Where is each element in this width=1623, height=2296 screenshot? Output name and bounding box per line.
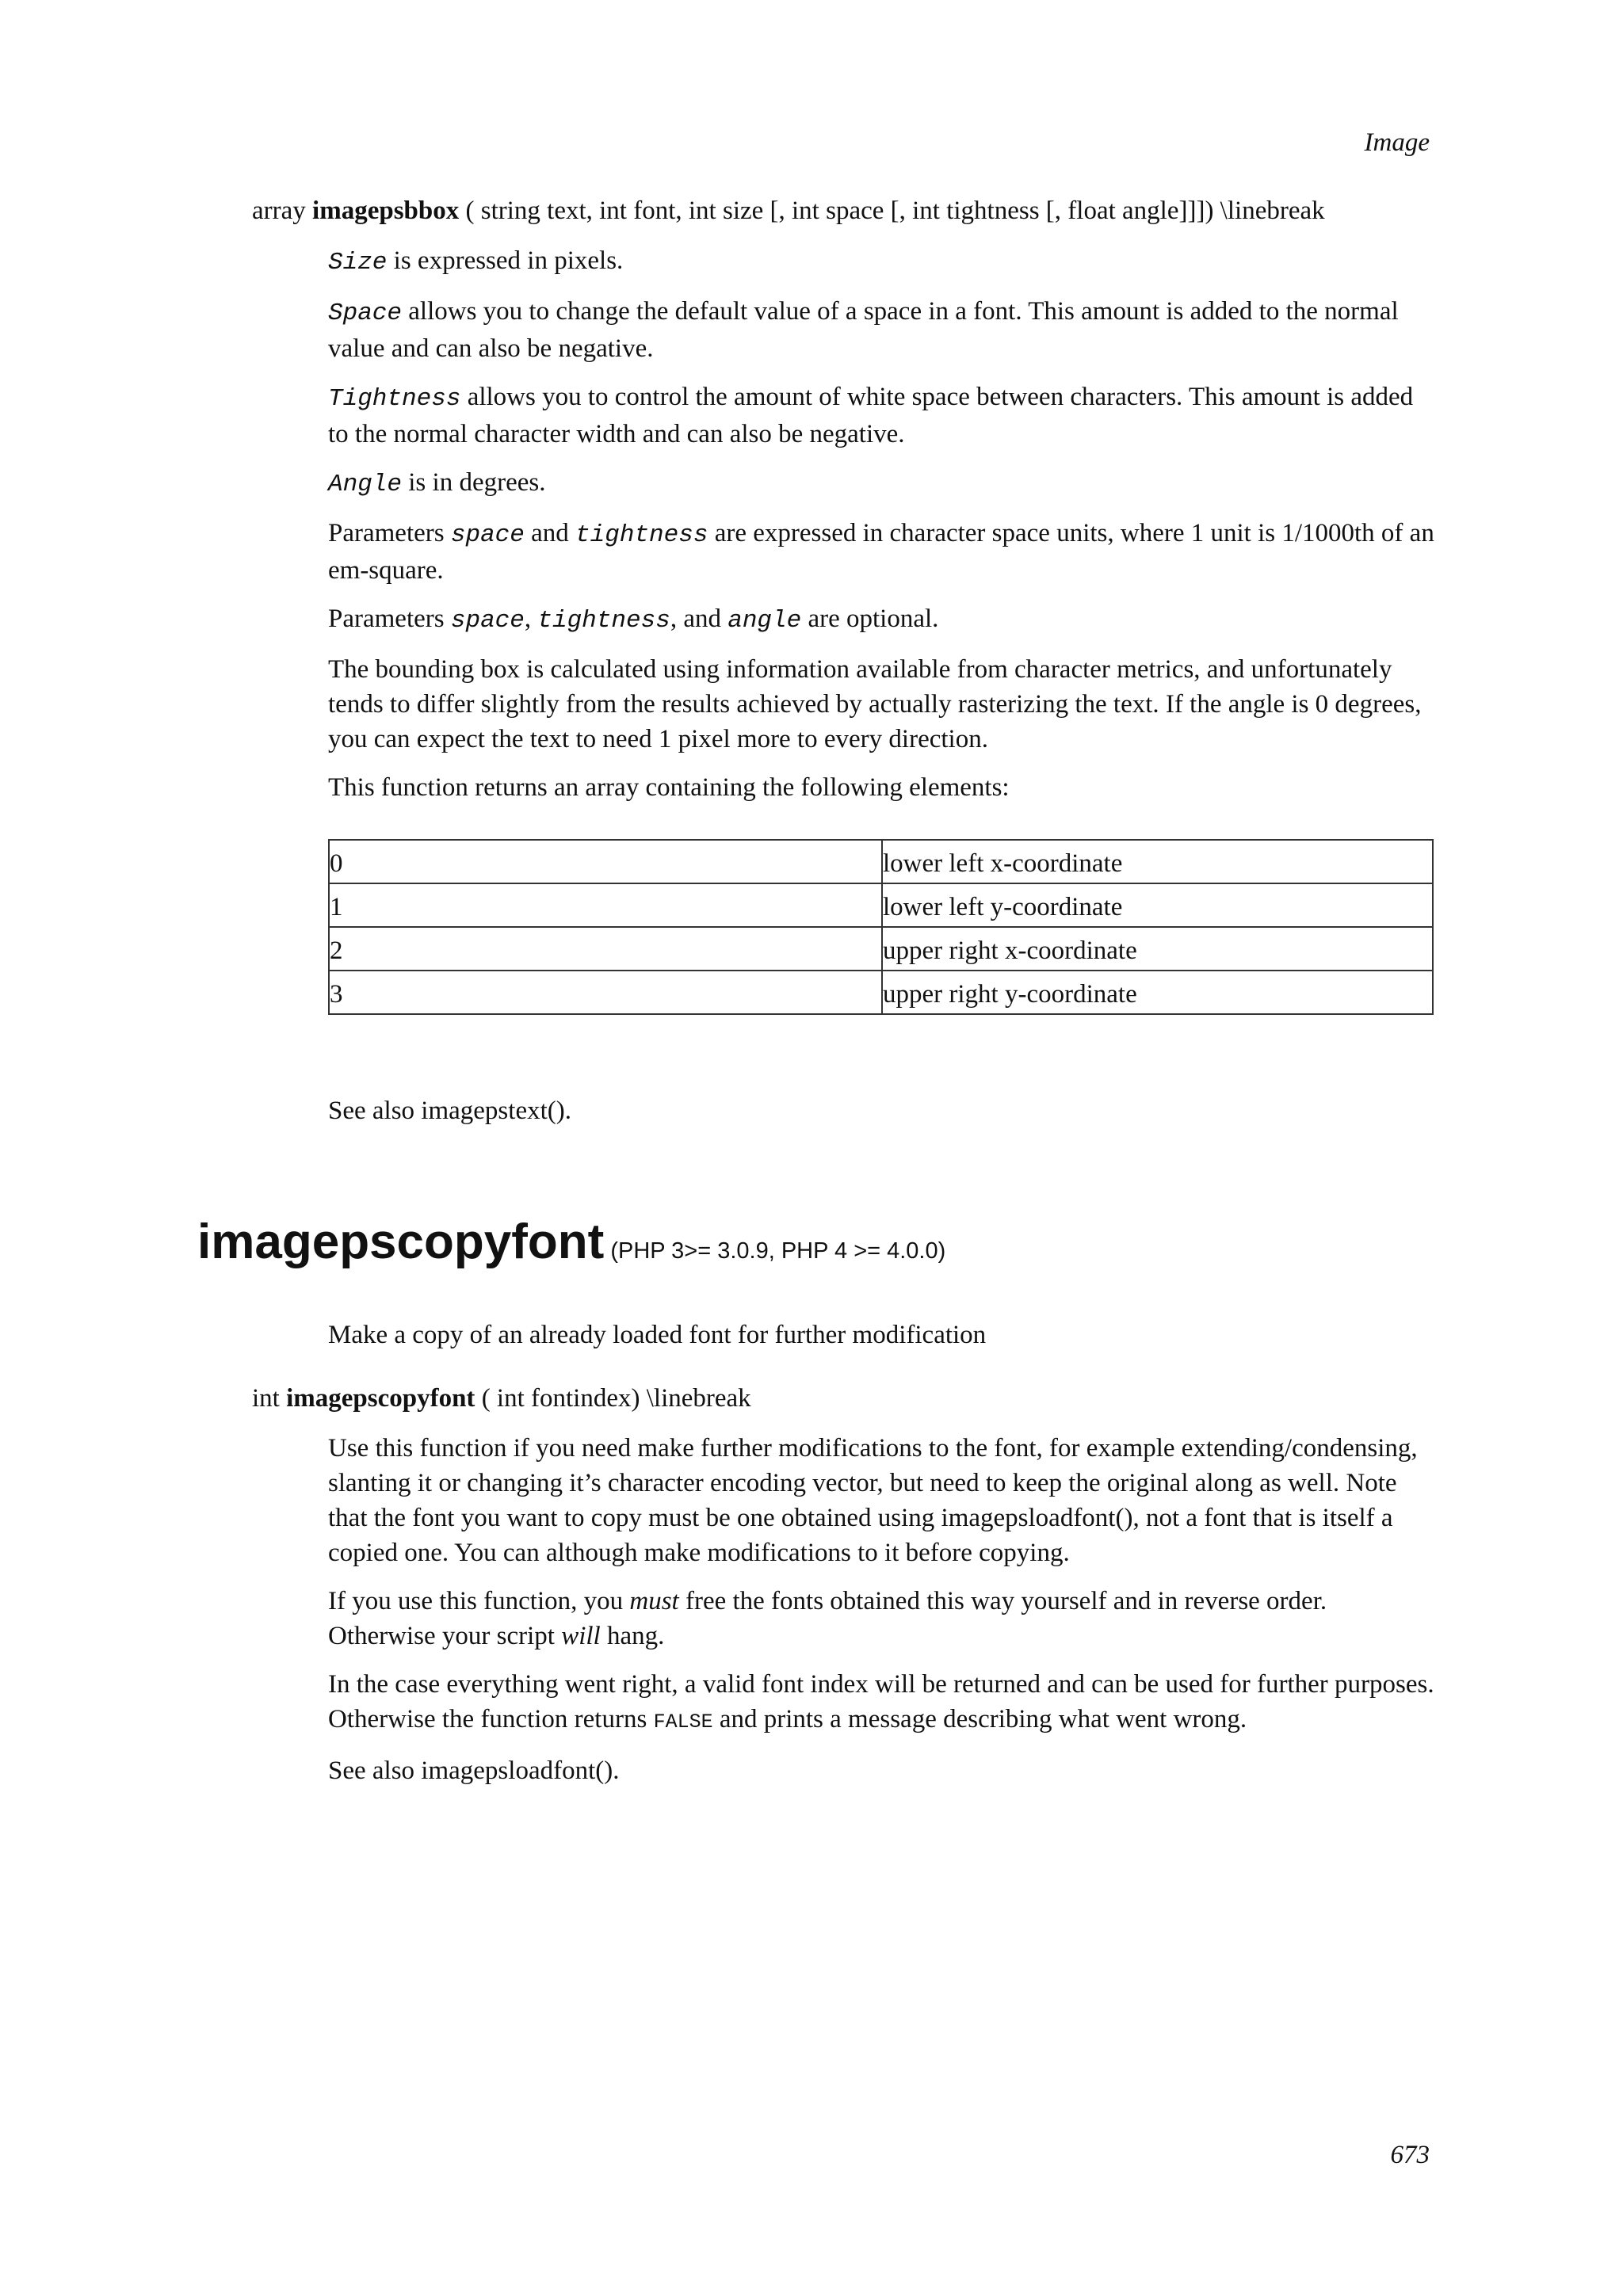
function-signature-imagepscopyfont [252, 1381, 751, 1416]
description-imagepscopyfont [328, 1431, 1438, 1802]
use-paragraph: Use this function if you need make further modifications to the font, for example extending/condensing, slanting it or changing it’s character encoding vector, but need to keep the original along as well. Note that the font you want to copy must be one obtained using imagepsloadfont(), not a font that is itself a copied one. You can although make modifications to it before copying. [328, 1434, 1418, 1567]
function-name: imagepsbbox [312, 196, 460, 225]
heading-version: (PHP 3>= 3.0.9, PHP 4 >= 4.0.0) [604, 1238, 946, 1264]
param-angle-paragraph: Angle is in degrees. [328, 468, 546, 498]
function-signature-imagepsbbox [252, 193, 1325, 228]
return-value-paragraph: In the case everything went right, a valid font index will be returned and can be used for further purposes. Otherwise the function returns FALSE and prints a message describing what went wrong. [328, 1670, 1434, 1733]
param-tightness-paragraph: Tightness allows you to control the amount of white space between characters. This amount is added to the normal character width and can also be negative. [328, 383, 1414, 448]
param-space-paragraph: Space allows you to change the default value of a space in a font. This amount is added to the normal value and can also be negative. [328, 297, 1399, 363]
units-paragraph: Parameters space and tightness are expressed in character space units, where 1 unit is 1/1000th of an em-square. [328, 519, 1434, 585]
table-row [329, 840, 1433, 883]
optional-paragraph: Parameters space, tightness, and angle are optional. [328, 605, 939, 635]
table-cell-index: 2 [329, 927, 882, 971]
table-cell-description: lower left y-coordinate [882, 883, 1433, 927]
must-paragraph: If you use this function, you must free the fonts obtained this way yourself and in reverse order. Otherwise your script will hang. [328, 1587, 1327, 1650]
function-name: imagepscopyfont [286, 1384, 475, 1413]
returns-paragraph: This function returns an array containing the following elements: [328, 773, 1010, 802]
running-head: Image [1364, 128, 1430, 157]
page-number: 673 [1390, 2141, 1430, 2169]
table-cell-index: 3 [329, 971, 882, 1014]
return-type: array [252, 196, 306, 225]
table-cell-index: 1 [329, 883, 882, 927]
heading-title: imagepscopyfont [197, 1215, 605, 1269]
function-args: ( string text, int font, int size [, int space [, int tightness [, float angle]]]) \linebreak [465, 196, 1325, 225]
purpose-line: Make a copy of an already loaded font for further modification [328, 1321, 987, 1349]
table-cell-description: upper right y-coordinate [882, 971, 1433, 1014]
see-also-imagepsloadfont: See also imagepsloadfont(). [328, 1756, 620, 1785]
see-also-imagepstext: See also imagepstext(). [328, 1097, 571, 1125]
return-type: int [252, 1384, 280, 1413]
function-args: ( int fontindex) \linebreak [481, 1384, 751, 1413]
param-size-paragraph: Size is expressed in pixels. [328, 246, 624, 277]
description-imagepsbbox [328, 243, 1438, 818]
table-cell-index: 0 [329, 840, 882, 883]
table-cell-description: upper right x-coordinate [882, 927, 1433, 971]
section-heading [197, 1214, 945, 1270]
return-array-table [328, 839, 1434, 1015]
table-row [329, 883, 1433, 927]
table-row [329, 971, 1433, 1014]
table-row [329, 927, 1433, 971]
bbox-paragraph: The bounding box is calculated using information available from character metrics, and unfortunately tends to differ slightly from the results achieved by actually rasterizing the text. If the angle is 0 degrees, you can expect the text to need 1 pixel more to every direction. [328, 655, 1422, 753]
table-cell-description: lower left x-coordinate [882, 840, 1433, 883]
